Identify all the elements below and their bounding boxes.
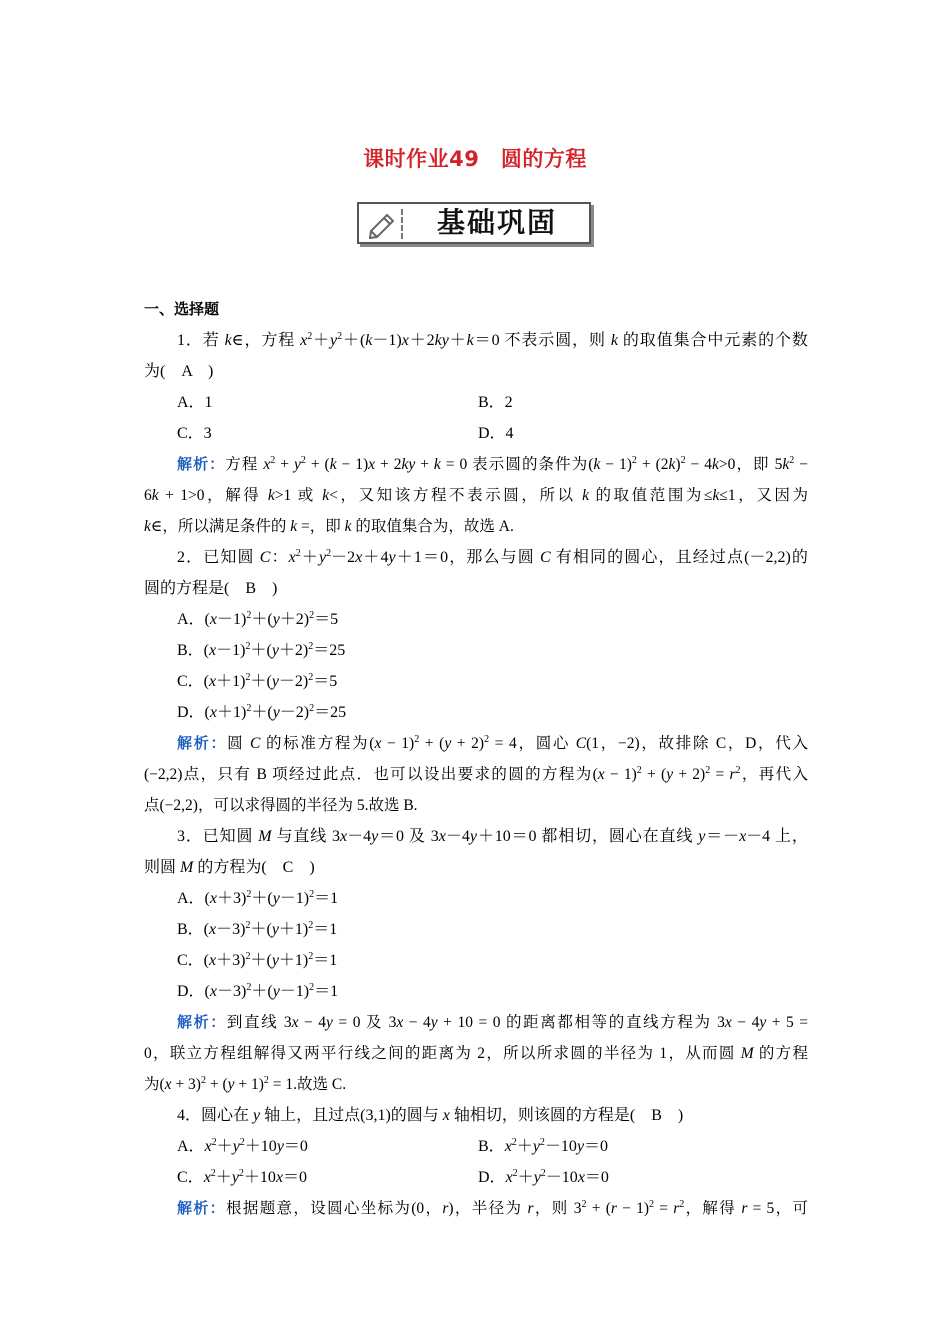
pencil-icon <box>365 209 403 239</box>
option: D．$x^2+y^2-10x=0$ <box>478 1168 609 1186</box>
option-row <box>144 387 808 418</box>
section-heading: 一、选择题 <box>144 300 220 318</box>
option-row <box>144 1162 808 1193</box>
option: A．$x^2+y^2+10y=0$ <box>177 1137 308 1155</box>
text-line: (−2,2)点，只有 B 项经过此点．也可以设出要求的圆的方程为$(x - 1)^2 + (y + 2)^2 = r^2$，再代入 <box>144 765 808 783</box>
text-line: B．$(x-1)^2+(y+2)^2=25$ <box>177 641 346 659</box>
text-line: 4．圆心在 y 轴上，且过点(3,1)的圆与 x 轴相切，则该圆的方程是( B ) <box>177 1107 684 1124</box>
text-line: B．$(x-3)^2+(y+1)^2=1$ <box>177 920 338 938</box>
text-line: C．$(x+3)^2+(y+1)^2=1$ <box>177 951 338 969</box>
solution-line: 解析：方程 $x^2 + y^2 + (k - 1)x + 2ky + k = 0$ 表示圆的条件为$(k - 1)^2 + (2k)^2 - 4k>0$，即 $5k^2$ − <box>177 455 808 473</box>
page-title: 课时作业49 圆的方程 <box>363 147 587 171</box>
text-line: 圆的方程是( B ) <box>144 580 278 597</box>
option-row <box>144 1131 808 1162</box>
text-line: C．$(x+1)^2+(y-2)^2=5$ <box>177 672 338 690</box>
text-line: 为( A ) <box>144 363 214 380</box>
option: D．4 <box>478 425 514 442</box>
text-line: 点(−2,2)，可以求得圆的半径为 5.故选 B. <box>144 797 418 814</box>
option: C．$x^2+y^2+10x=0$ <box>177 1168 308 1186</box>
text-line: A．$(x+3)^2+(y-1)^2=1$ <box>177 889 339 907</box>
question-list <box>144 325 808 1224</box>
option: C．3 <box>177 425 212 442</box>
option-row <box>144 418 808 449</box>
text-line: D．$(x+1)^2+(y-2)^2=25$ <box>177 703 347 721</box>
solution-line: 解析：到直线 3x − 4y = 0 及 3x − 4y + 10 = 0 的距离都相等的直线方程为 3x − 4y + 5 = <box>177 1013 808 1031</box>
solution-line: 解析：根据题意，设圆心坐标为(0，r)，半径为 r，则 $3^2 + (r - 1)^2 = r^2$，解得 r = 5，可 <box>177 1199 808 1217</box>
option: B．2 <box>478 394 513 411</box>
text-line: 3．已知圆 M 与直线 3x－4y＝0 及 3x－4y＋10＝0 都相切，圆心在直线 y＝－x－4 上， <box>177 828 808 845</box>
text-line: 1．若 k∈，方程 $x^2+y^2+(k-1)x+2ky+k=0$ 不表示圆，则 k 的取值集合中元素的个数 <box>177 331 808 349</box>
text-line: 6k + 1>0，解得 k>1 或 k<，又知该方程不表示圆，所以 k 的取值范围为≤k≤1，又因为 <box>144 487 808 504</box>
text-line: 2．已知圆 C：$x^2+y^2-2x+4y+1=0$，那么与圆 C 有相同的圆心，且经过点(－2,2)的 <box>177 548 808 566</box>
text-line: D．$(x-3)^2+(y-1)^2=1$ <box>177 982 339 1000</box>
solution-line: 解析：圆 C 的标准方程为$(x - 1)^2 + (y + 2)^2 = 4$，圆心 C(1，−2)，故排除 C，D，代入 <box>177 734 808 752</box>
option: B．$x^2+y^2-10y=0$ <box>478 1137 609 1155</box>
text-line: 0，联立方程组解得又两平行线之间的距离为 2，所以所求圆的半径为 1，从而圆 M 的方程 <box>144 1045 808 1062</box>
text-line: A．$(x-1)^2+(y+2)^2=5$ <box>177 610 339 628</box>
exercise-body <box>144 294 808 1224</box>
text-line: 为$(x + 3)^2 + (y + 1)^2 = 1$.故选 C. <box>144 1075 347 1093</box>
option: A．1 <box>177 394 213 411</box>
text-line: 则圆 M 的方程为( C ) <box>144 859 315 876</box>
banner-label: 基础巩固 <box>436 206 557 239</box>
text-line: k∈，所以满足条件的 k =，即 k 的取值集合为，故选 A. <box>144 518 514 535</box>
section-banner <box>357 202 591 244</box>
